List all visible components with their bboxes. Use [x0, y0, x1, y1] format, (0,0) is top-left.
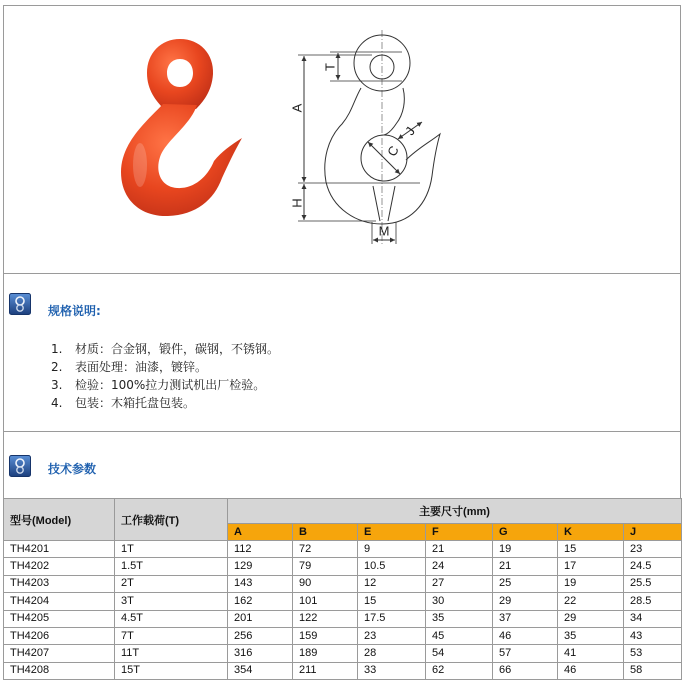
- cell-g: 46: [493, 627, 558, 644]
- table-row: [4, 610, 682, 627]
- table-row: [4, 627, 682, 644]
- list-number: 4.: [51, 396, 63, 410]
- spec-section: [4, 274, 680, 432]
- cell-model: TH4208: [4, 662, 115, 679]
- cell-load: 11T: [115, 645, 228, 662]
- cell-a: 201: [228, 610, 293, 627]
- cell-model: TH4204: [4, 593, 115, 610]
- cell-model: TH4201: [4, 541, 115, 558]
- dimension-label-m: M: [378, 223, 390, 239]
- list-number: 3.: [51, 378, 63, 392]
- cell-f: 30: [426, 593, 493, 610]
- cell-model: TH4207: [4, 645, 115, 662]
- parameters-table: [3, 498, 682, 680]
- cell-e: 9: [358, 541, 426, 558]
- table-row: [4, 593, 682, 610]
- cell-a: 162: [228, 593, 293, 610]
- table-row: [4, 645, 682, 662]
- tech-section: [4, 432, 680, 498]
- cell-k: 41: [558, 645, 624, 662]
- cell-a: 112: [228, 541, 293, 558]
- cell-a: 129: [228, 558, 293, 575]
- chain-bullet-icon: [9, 455, 31, 477]
- cell-b: 101: [293, 593, 358, 610]
- list-number: 2.: [51, 360, 63, 374]
- cell-g: 57: [493, 645, 558, 662]
- cell-f: 35: [426, 610, 493, 627]
- section-outline: [373, 186, 395, 221]
- cell-model: TH4203: [4, 575, 115, 592]
- hook-shank-inner-outline: [384, 88, 404, 135]
- cell-f: 45: [426, 627, 493, 644]
- cell-g: 37: [493, 610, 558, 627]
- cell-f: 24: [426, 558, 493, 575]
- list-text: 材质：合金钢，锻件，碳钢，不锈钢。: [75, 342, 280, 356]
- cell-k: 35: [558, 627, 624, 644]
- list-item: [51, 376, 279, 394]
- cell-b: 90: [293, 575, 358, 592]
- chain-bullet-icon: [9, 293, 31, 315]
- dimension-label-h: H: [289, 198, 305, 208]
- cell-a: 354: [228, 662, 293, 679]
- product-illustration: [4, 6, 680, 273]
- cell-e: 15: [358, 593, 426, 610]
- product-image-section: [4, 6, 680, 274]
- header-load: 工作载荷(T): [115, 499, 228, 541]
- cell-k: 46: [558, 662, 624, 679]
- cell-k: 22: [558, 593, 624, 610]
- dimension-labels: [290, 63, 419, 239]
- cell-f: 54: [426, 645, 493, 662]
- cell-j: 43: [624, 627, 682, 644]
- spec-title: 规格说明:: [48, 304, 101, 318]
- cell-b: 159: [293, 627, 358, 644]
- cell-k: 15: [558, 541, 624, 558]
- cell-model: TH4202: [4, 558, 115, 575]
- cell-a: 256: [228, 627, 293, 644]
- cell-f: 21: [426, 541, 493, 558]
- cell-k: 19: [558, 575, 624, 592]
- spec-list: [51, 340, 279, 412]
- content-frame: [3, 5, 681, 498]
- header-f: F: [426, 524, 493, 541]
- cell-j: 23: [624, 541, 682, 558]
- dimension-label-c: C: [384, 143, 402, 159]
- hook-product-photo: [121, 39, 242, 216]
- cell-k: 17: [558, 558, 624, 575]
- header-b: B: [293, 524, 358, 541]
- cell-e: 33: [358, 662, 426, 679]
- cell-load: 2T: [115, 575, 228, 592]
- header-g: G: [493, 524, 558, 541]
- cell-b: 72: [293, 541, 358, 558]
- cell-b: 189: [293, 645, 358, 662]
- header-j: J: [624, 524, 682, 541]
- cell-b: 122: [293, 610, 358, 627]
- header-k: K: [558, 524, 624, 541]
- table-row: [4, 662, 682, 679]
- tech-title: 技术参数: [48, 462, 97, 476]
- cell-e: 28: [358, 645, 426, 662]
- dimension-label-t: T: [322, 63, 338, 71]
- cell-k: 29: [558, 610, 624, 627]
- hook-highlight: [133, 143, 147, 187]
- cell-j: 58: [624, 662, 682, 679]
- cell-a: 143: [228, 575, 293, 592]
- hook-eye: [147, 39, 213, 109]
- cell-e: 23: [358, 627, 426, 644]
- header-a: A: [228, 524, 293, 541]
- cell-g: 29: [493, 593, 558, 610]
- cell-b: 79: [293, 558, 358, 575]
- cell-e: 17.5: [358, 610, 426, 627]
- list-text: 表面处理：油漆，镀锌。: [75, 360, 208, 374]
- header-dimensions: 主要尺寸(mm): [228, 499, 682, 524]
- cell-j: 28.5: [624, 593, 682, 610]
- cell-e: 12: [358, 575, 426, 592]
- cell-load: 1.5T: [115, 558, 228, 575]
- cell-g: 25: [493, 575, 558, 592]
- table-row: [4, 558, 682, 575]
- cell-g: 21: [493, 558, 558, 575]
- cell-j: 53: [624, 645, 682, 662]
- cell-g: 66: [493, 662, 558, 679]
- list-text: 包装：木箱托盘包装。: [75, 396, 196, 410]
- header-e: E: [358, 524, 426, 541]
- dimension-label-j: J: [401, 124, 419, 138]
- cell-b: 211: [293, 662, 358, 679]
- list-item: [51, 394, 279, 412]
- dimension-label-a: A: [289, 103, 305, 113]
- table-row: [4, 575, 682, 592]
- cell-model: TH4205: [4, 610, 115, 627]
- list-item: [51, 358, 279, 376]
- cell-j: 34: [624, 610, 682, 627]
- cell-f: 62: [426, 662, 493, 679]
- header-model: 型号(Model): [4, 499, 115, 541]
- hook-dimension-diagram: [298, 30, 440, 244]
- cell-a: 316: [228, 645, 293, 662]
- list-item: [51, 340, 279, 358]
- table-row: [4, 541, 682, 558]
- cell-load: 1T: [115, 541, 228, 558]
- cell-load: 4.5T: [115, 610, 228, 627]
- list-text: 检验：100%拉力测试机出厂检验。: [75, 378, 266, 392]
- cell-load: 7T: [115, 627, 228, 644]
- table-header-row: [4, 499, 682, 524]
- cell-j: 25.5: [624, 575, 682, 592]
- cell-model: TH4206: [4, 627, 115, 644]
- cell-f: 27: [426, 575, 493, 592]
- cell-load: 15T: [115, 662, 228, 679]
- cell-j: 24.5: [624, 558, 682, 575]
- cell-e: 10.5: [358, 558, 426, 575]
- list-number: 1.: [51, 342, 63, 356]
- cell-load: 3T: [115, 593, 228, 610]
- cell-g: 19: [493, 541, 558, 558]
